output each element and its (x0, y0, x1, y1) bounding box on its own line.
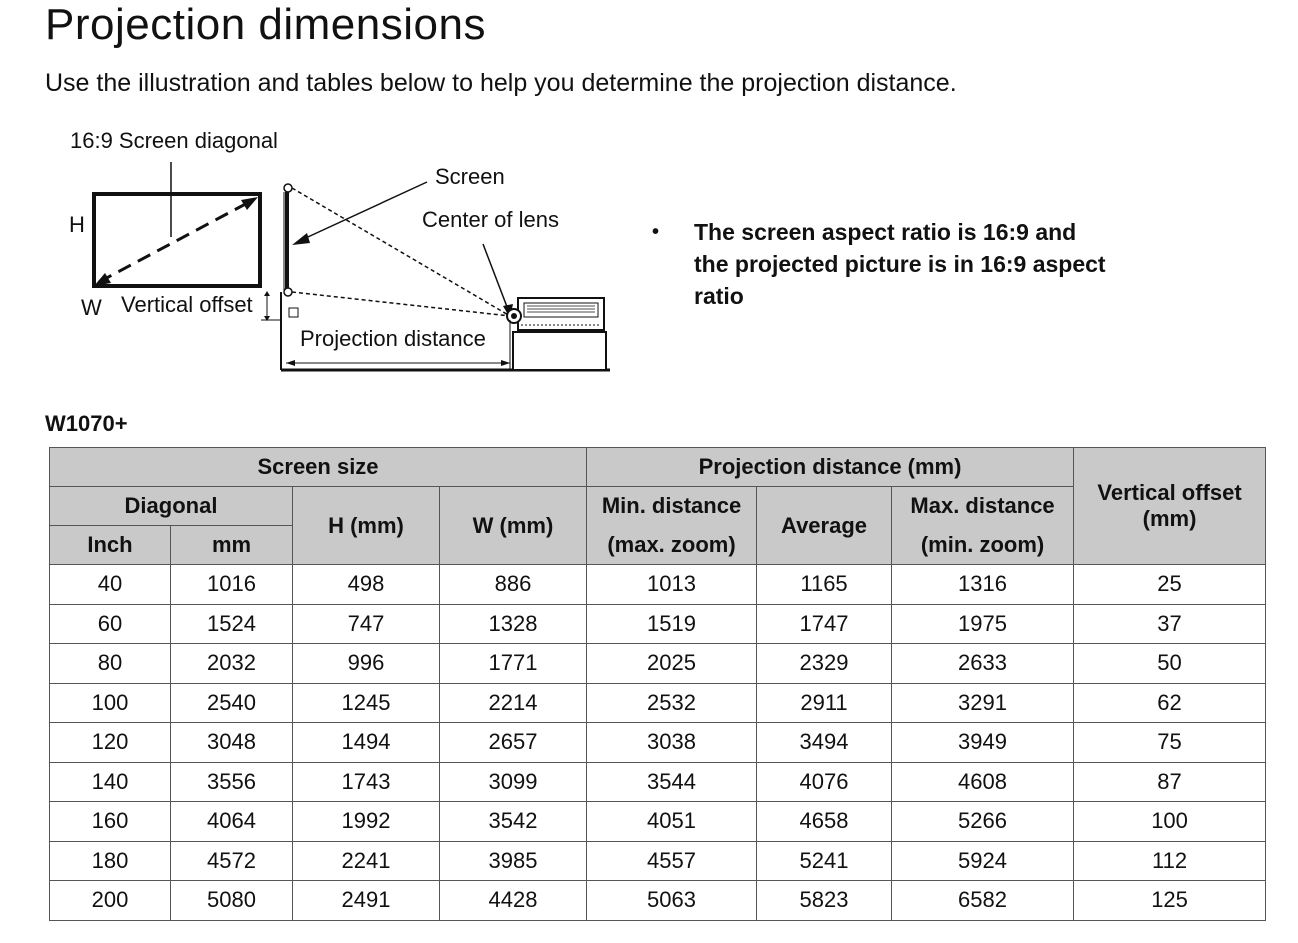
page-title: Projection dimensions (45, 0, 486, 49)
cell-diagonal-mm: 3048 (171, 723, 293, 763)
cell-average: 3494 (757, 723, 892, 763)
vertical-offset-label: Vertical offset (121, 292, 253, 317)
cell-max-distance: 1316 (892, 565, 1074, 605)
projection-distance-label: Projection distance (300, 326, 486, 351)
cell-inch: 200 (50, 881, 171, 921)
center-of-lens-label: Center of lens (422, 207, 559, 232)
cell-min-distance: 1013 (587, 565, 757, 605)
table-row (50, 683, 1266, 723)
cell-vertical-offset: 25 (1074, 565, 1266, 605)
cell-max-distance: 2633 (892, 644, 1074, 684)
cell-average: 1165 (757, 565, 892, 605)
cell-diagonal-mm: 1524 (171, 604, 293, 644)
cell-inch: 40 (50, 565, 171, 605)
projector-stand (513, 332, 606, 370)
header-average: Average (757, 487, 892, 565)
cell-max-distance: 1975 (892, 604, 1074, 644)
cell-w-mm: 4428 (440, 881, 587, 921)
table-row (50, 881, 1266, 921)
cell-h-mm: 1743 (293, 762, 440, 802)
cell-max-distance: 5266 (892, 802, 1074, 842)
cell-w-mm: 3542 (440, 802, 587, 842)
cell-w-mm: 3985 (440, 841, 587, 881)
cell-vertical-offset: 75 (1074, 723, 1266, 763)
cell-h-mm: 498 (293, 565, 440, 605)
cell-average: 1747 (757, 604, 892, 644)
cell-h-mm: 2491 (293, 881, 440, 921)
header-w-mm: W (mm) (440, 487, 587, 565)
cell-diagonal-mm: 1016 (171, 565, 293, 605)
cell-vertical-offset: 125 (1074, 881, 1266, 921)
cell-w-mm: 1771 (440, 644, 587, 684)
cell-max-distance: 5924 (892, 841, 1074, 881)
bullet-point: • (652, 221, 660, 243)
cell-h-mm: 996 (293, 644, 440, 684)
table-row (50, 723, 1266, 763)
cell-vertical-offset: 112 (1074, 841, 1266, 881)
diagonal-arrow (99, 200, 253, 282)
cell-w-mm: 3099 (440, 762, 587, 802)
cell-max-distance: 3949 (892, 723, 1074, 763)
cell-inch: 120 (50, 723, 171, 763)
model-heading: W1070+ (45, 411, 128, 436)
table-row (50, 565, 1266, 605)
header-max-distance: Max. distance (892, 487, 1074, 526)
cell-diagonal-mm: 2540 (171, 683, 293, 723)
cell-min-distance: 3038 (587, 723, 757, 763)
cell-min-distance: 5063 (587, 881, 757, 921)
cell-max-distance: 4608 (892, 762, 1074, 802)
cell-average: 5241 (757, 841, 892, 881)
cell-h-mm: 1494 (293, 723, 440, 763)
cell-inch: 100 (50, 683, 171, 723)
header-min-distance-sub: (max. zoom) (587, 526, 757, 565)
cell-vertical-offset: 100 (1074, 802, 1266, 842)
cell-min-distance: 4051 (587, 802, 757, 842)
cell-inch: 180 (50, 841, 171, 881)
table-row (50, 762, 1266, 802)
header-mm: mm (171, 526, 293, 565)
projector-icon (507, 298, 604, 330)
cell-h-mm: 1992 (293, 802, 440, 842)
aspect-ratio-note (652, 216, 1112, 312)
cell-inch: 80 (50, 644, 171, 684)
cell-vertical-offset: 62 (1074, 683, 1266, 723)
screen-label: Screen (435, 164, 505, 189)
header-diagonal: Diagonal (50, 487, 293, 526)
table-row (50, 644, 1266, 684)
cell-inch: 140 (50, 762, 171, 802)
cell-min-distance: 2025 (587, 644, 757, 684)
cell-w-mm: 886 (440, 565, 587, 605)
cell-h-mm: 2241 (293, 841, 440, 881)
projection-diagram (55, 120, 635, 390)
cell-average: 4658 (757, 802, 892, 842)
cell-h-mm: 747 (293, 604, 440, 644)
cell-w-mm: 1328 (440, 604, 587, 644)
cell-inch: 160 (50, 802, 171, 842)
cell-vertical-offset: 87 (1074, 762, 1266, 802)
w-label: W (81, 295, 102, 320)
table-row (50, 604, 1266, 644)
page-subtitle: Use the illustration and tables below to help you determine the projection distance. (45, 69, 957, 97)
cell-h-mm: 1245 (293, 683, 440, 723)
header-inch: Inch (50, 526, 171, 565)
cell-min-distance: 2532 (587, 683, 757, 723)
cell-average: 2911 (757, 683, 892, 723)
header-max-distance-sub: (min. zoom) (892, 526, 1074, 565)
cell-min-distance: 4557 (587, 841, 757, 881)
cell-average: 4076 (757, 762, 892, 802)
header-vertical-offset: Vertical offset (mm) (1074, 448, 1266, 565)
cell-diagonal-mm: 4572 (171, 841, 293, 881)
cell-vertical-offset: 37 (1074, 604, 1266, 644)
cell-average: 5823 (757, 881, 892, 921)
table-row (50, 802, 1266, 842)
cell-min-distance: 1519 (587, 604, 757, 644)
cell-diagonal-mm: 5080 (171, 881, 293, 921)
cell-average: 2329 (757, 644, 892, 684)
cell-w-mm: 2657 (440, 723, 587, 763)
cell-max-distance: 3291 (892, 683, 1074, 723)
projection-table (49, 447, 1266, 921)
cell-vertical-offset: 50 (1074, 644, 1266, 684)
cell-diagonal-mm: 2032 (171, 644, 293, 684)
header-projection-distance: Projection distance (mm) (587, 448, 1074, 487)
cell-diagonal-mm: 4064 (171, 802, 293, 842)
header-h-mm: H (mm) (293, 487, 440, 565)
note-text: The screen aspect ratio is 16:9 and the projected picture is in 16:9 aspect ratio (694, 219, 1106, 309)
h-label: H (69, 212, 85, 237)
cell-inch: 60 (50, 604, 171, 644)
header-screen-size: Screen size (50, 448, 587, 487)
cell-w-mm: 2214 (440, 683, 587, 723)
cell-max-distance: 6582 (892, 881, 1074, 921)
screen-diagonal-label: 16:9 Screen diagonal (70, 128, 278, 153)
header-min-distance: Min. distance (587, 487, 757, 526)
cell-diagonal-mm: 3556 (171, 762, 293, 802)
cell-min-distance: 3544 (587, 762, 757, 802)
table-row (50, 841, 1266, 881)
